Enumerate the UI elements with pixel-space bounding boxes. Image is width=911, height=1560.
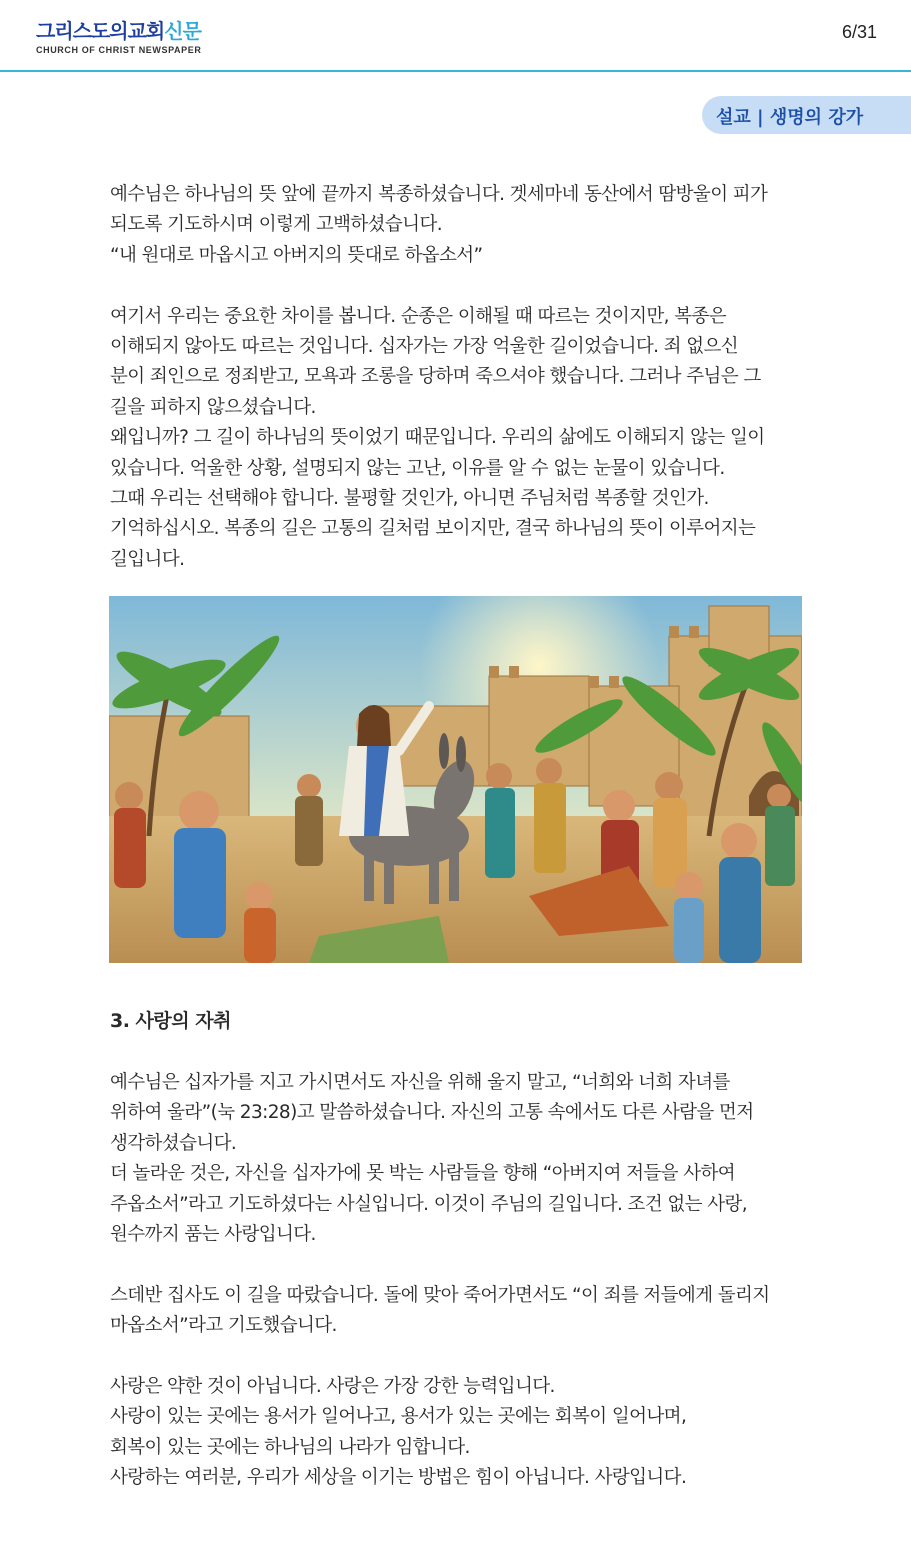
text-line: 스데반 집사도 이 길을 따랐습니다. 돌에 맞아 죽어가면서도 “이 죄를 저들에게 돌리지 xyxy=(110,1284,770,1306)
paragraph xyxy=(110,1068,790,1250)
paragraph xyxy=(110,180,790,271)
text-line: 길입니다. xyxy=(110,548,185,570)
text-line: 위하여 울라”(눅 23:28)고 말씀하셨습니다. 자신의 고통 속에서도 다른 사람을 먼저 xyxy=(110,1102,754,1124)
text-line: 주옵소서”라고 기도하셨다는 사실입니다. 이것이 주님의 길입니다. 조건 없는 사랑, xyxy=(110,1193,748,1215)
text-line: 왜입니까? 그 길이 하나님의 뜻이었기 때문입니다. 우리의 삶에도 이해되지 않는 일이 xyxy=(110,427,765,449)
text-line: 사랑은 약한 것이 아닙니다. 사랑은 가장 강한 능력입니다. xyxy=(110,1376,555,1398)
page-header xyxy=(0,0,911,72)
text-line: 되도록 기도하시며 이렇게 고백하셨습니다. xyxy=(110,214,443,236)
text-line: 길을 피하지 않으셨습니다. xyxy=(110,396,316,418)
section-tag xyxy=(702,96,911,134)
text-line: 예수님은 하나님의 뜻 앞에 끝까지 복종하셨습니다. 겟세마네 동산에서 땀방울이 피가 xyxy=(110,184,768,205)
text-line: 있습니다. 억울한 상황, 설명되지 않는 고난, 이유를 알 수 없는 눈물이 있습니다. xyxy=(110,457,725,479)
logo-title-accent: 신문 xyxy=(164,19,201,43)
text-line: 이해되지 않아도 따르는 것입니다. 십자가는 가장 억울한 길이었습니다. 죄 없으신 xyxy=(110,336,739,358)
text-line: 그때 우리는 선택해야 합니다. 불평할 것인가, 아니면 주님처럼 복종할 것인가. xyxy=(110,488,709,510)
text-line: 분이 죄인으로 정죄받고, 모욕과 조롱을 당하며 죽으셔야 했습니다. 그러나 주님은 그 xyxy=(110,366,761,388)
section-tag-label: 설교 | 생명의 강가 xyxy=(716,107,864,128)
text-line: 생각하셨습니다. xyxy=(110,1132,237,1154)
text-line: 마옵소서”라고 기도했습니다. xyxy=(110,1315,337,1337)
palm-sunday-illustration xyxy=(109,596,802,963)
newspaper-logo[interactable] xyxy=(36,20,201,56)
text-line: 사랑하는 여러분, 우리가 세상을 이기는 방법은 힘이 아닙니다. 사랑입니다. xyxy=(110,1467,687,1489)
page-number: 6/31 xyxy=(841,22,877,42)
text-line: 기억하십시오. 복종의 길은 고통의 길처럼 보이지만, 결국 하나님의 뜻이 이루어지는 xyxy=(110,518,756,540)
section-heading: 3. 사랑의 자취 xyxy=(110,1010,231,1032)
text-line: 더 놀라운 것은, 자신을 십자가에 못 박는 사람들을 향해 “아버지여 저들을 사하여 xyxy=(110,1163,736,1185)
text-line: 원수까지 품는 사랑입니다. xyxy=(110,1224,316,1246)
paragraph xyxy=(110,1281,790,1342)
paragraph xyxy=(110,302,790,576)
text-line: 회복이 있는 곳에는 하나님의 나라가 임합니다. xyxy=(110,1436,470,1458)
text-line: 예수님은 십자가를 지고 가시면서도 자신을 위해 울지 말고, “너희와 너희 자녀를 xyxy=(110,1072,730,1093)
text-line: 여기서 우리는 중요한 차이를 봅니다. 순종은 이해될 때 따르는 것이지만, 복종은 xyxy=(110,305,727,327)
article-body-2 xyxy=(110,1068,790,1494)
quote-line: “내 원대로 마옵시고 아버지의 뜻대로 하옵소서” xyxy=(110,244,483,266)
logo-title: 그리스도의교회 xyxy=(36,19,165,43)
text-line: 사랑이 있는 곳에는 용서가 일어나고, 용서가 있는 곳에는 회복이 일어나며, xyxy=(110,1406,687,1428)
article-body xyxy=(110,180,790,575)
logo-subtitle: CHURCH OF CHRIST NEWSPAPER xyxy=(36,45,202,55)
article-illustration xyxy=(109,596,802,963)
paragraph xyxy=(110,1372,790,1494)
